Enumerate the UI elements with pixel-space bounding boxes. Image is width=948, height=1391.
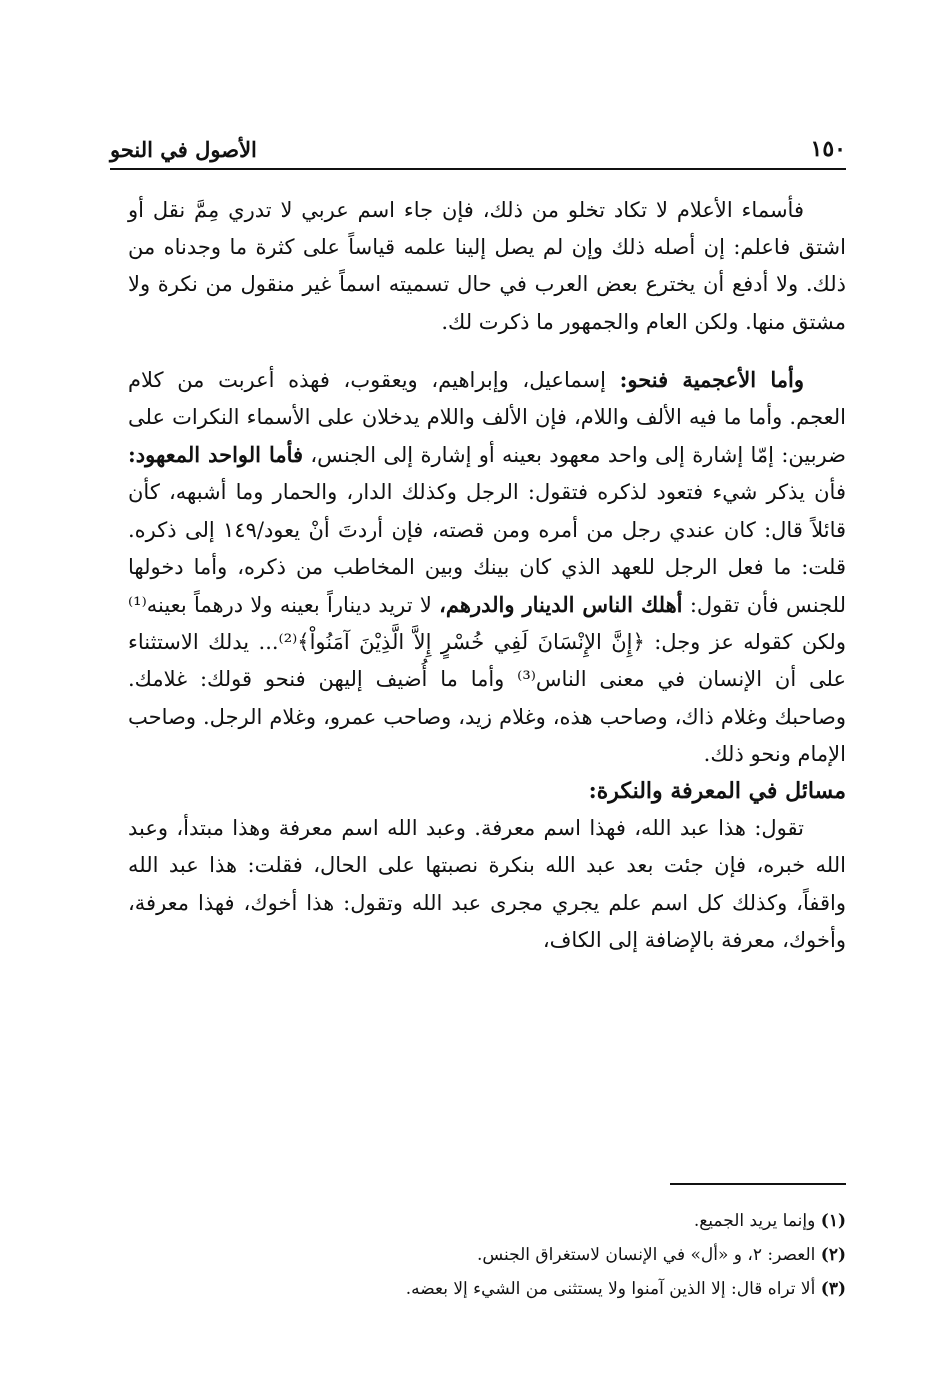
footnote-number: (٢) <box>820 1245 846 1265</box>
section-heading: مسائل في المعرفة والنكرة: <box>588 778 846 805</box>
paragraph-2-text-a: إسماعيل، وإبراهيم، ويعقوب، فهذه أعربت من كلام العجم. وأما ما فيه الألف واللام، فإن الألف واللام يدخلان على الأسماء النكرات على ضربين: إمّا إشارة إلى واحد معهود بعينه أو إشارة إلى الجنس، <box>128 367 846 468</box>
footnote-1 <box>300 1204 846 1238</box>
footnote-text: العصر: ٢، و «أل» في الإنسان لاستغراق الجنس. <box>476 1245 816 1265</box>
footnotes <box>300 1204 846 1306</box>
footnote-separator <box>670 1183 846 1185</box>
footnote-text: وإنما يريد الجميع. <box>693 1211 816 1231</box>
paragraph-2-example: أهلك الناس الدينار والدرهم، <box>439 592 683 618</box>
paragraph-3: تقول: هذا عبد الله، فهذا اسم معرفة. وعبد الله اسم معرفة وهذا مبتدأ، وعبد الله خبره، فإن جئت بعد عبد الله بنكرة نصبتها على الحال، فقلت: هذا عبد الله واقفاً، وكذلك كل اسم علم يجري مجرى عبد الله وتقول: هذا أخوك، فهذا معرفة، وأخوك، معرفة بالإضافة إلى الكاف، <box>128 816 846 952</box>
footnote-text: ألا تراه قال: إلا الذين آمنوا ولا يستثنى من الشيء إلا بعضه. <box>405 1279 816 1299</box>
paragraph-1: فأسماء الأعلام لا تكاد تخلو من ذلك، فإن جاء اسم عربي لا تدري مِمَّ نقل أو اشتق فاعلم: إن أصله ذلك وإن لم يصل إلينا علمه قياساً على كثرة ما وجدناه من ذلك. ولا أدفع أن يخترع بعض العرب في حال تسميته اسماً غير منقول من نكرة ولا مشتق منها. ولكن العام والجمهور ما ذكرت لك. <box>128 198 846 334</box>
footnote-number: (٣) <box>820 1279 846 1299</box>
footnote-number: (١) <box>820 1211 846 1231</box>
page-number: ١٥٠ <box>810 136 846 162</box>
main-text <box>128 192 846 959</box>
footnote-2 <box>300 1238 846 1272</box>
paragraph-2-text-c: لا تريد ديناراً بعينه ولا درهماً بعينه⁽¹⁾ ولكن كقوله عز وجل: ﴿إِنَّ الإِنْسَانَ لَفِي خُسْرٍ إِلاَّ الَّذِيْنَ آمَنُواْ﴾⁽²⁾... يدلك الاستثناء على أن الإنسان في معنى الناس⁽³⁾ وأما ما أُضيف إليهن فنحو قولك: غلامك. وصاحبك وغلام ذاك، وصاحب هذه، وغلام زيد، وصاحب عمرو، وغلام الرجل. وصاحب الإمام ونحو ذلك. <box>128 593 846 766</box>
paragraph-2 <box>128 361 846 773</box>
running-title: الأصول في النحو <box>110 137 257 162</box>
paragraph-2-lead: وأما الأعجمية فنحو: <box>619 366 804 392</box>
paragraph-2-text-b: فأن يذكر شيء فتعود لذكره فتقول: الرجل وكذلك الدار، والحمار وما أشبهه، كأن قائلاً قال: كان عندي رجل من أمره ومن قصته، فإن أردتَ أنْ يعود/١٤٩ إلى ذكره. قلت: ما فعل الرجل للعهد الذي كان بينك وبين المخاطب من ذكره، وأما دخولها للجنس فأن تقول: <box>128 480 847 618</box>
footnote-3 <box>300 1272 846 1306</box>
page-header <box>110 128 846 170</box>
paragraph-2-lead-b: فأما الواحد المعهود: <box>128 442 304 468</box>
